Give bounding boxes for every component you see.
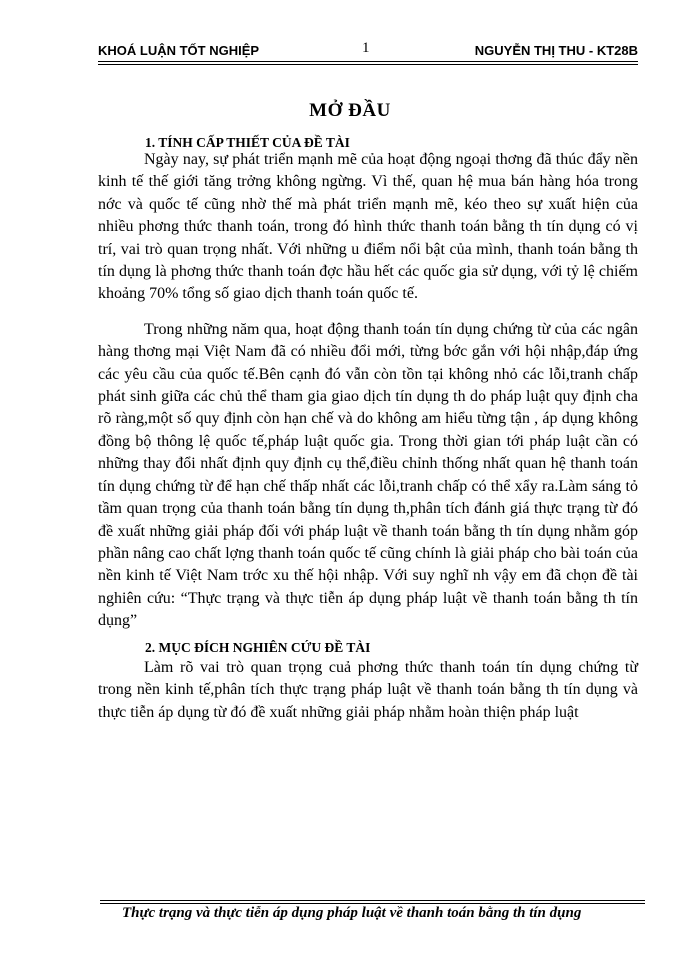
section-1-paragraph-2: Trong những năm qua, hoạt động thanh toán tín dụng chứng từ của các ngân hàng thơng mại Việt Nam đã có nhiều đổi mới, từng bớc gắn với hội nhập,đáp ứng các yêu cầu của quốc tế.Bên cạnh đó vẫn còn tồn tại không nhỏ các lỗi,tranh chấp phát sinh giữa các chủ thể tham gia giao dịch tín dụng th do pháp luật quy định cha rõ ràng,một số quy định còn hạn chế và do không am hiểu từng tận , áp dụng không đồng bộ thông lệ quốc tế,pháp luật quốc gia. Trong thời gian tới pháp luật cần có những thay đổi nhất định quy định cụ thể,điều chỉnh thống nhất quan hệ thanh toán tín dụng chứng từ để hạn chế thấp nhất các lỗi,tranh chấp có thể xẩy ra.Làm sáng tỏ tầm quan trọng của thanh toán bằng tín dụng th,phân tích đánh giá thực trạng từ đó đề xuất những giải pháp đối với pháp luật về thanh toán bằng th tín dụng nhằm góp phần nâng cao chất lợng thanh toán quốc tế cũng chính là giải pháp cho bài toán của nền kinh tế Việt Nam trớc xu thế hội nhập. Với suy nghĩ nh vậy em đã chọn đề tài nghiên cứu: “Thực trạng và thực tiễn áp dụng pháp luật về thanh toán bằng th tín dụng”: [98, 320, 638, 630]
footer-rule: [100, 900, 645, 901]
section-1-paragraph-1: Ngày nay, sự phát triển mạnh mẽ của hoạt động ngoại thơng đã thúc đẩy nền kinh tế thế giới tăng trởng không ngừng. Vì thế, quan hệ mua bán hàng hóa trong nớc và quốc tế cũng nhờ thế mà phát triển mạnh mẽ, kéo theo sự xuất hiện của nhiều phơng thức thanh toán, trong đó hình thức thanh toán bằng th tín dụng có vị trí, vai trò quan trọng nhất. Với những u điểm nổi bật của mình, thanh toán bằng th tín dụng là phơng thức thanh toán đợc hầu hết các quốc gia sử dụng, với tỷ lệ chiếm khoảng 70% tổng số giao dịch thanh toán quốc tế.: [98, 151, 638, 303]
footer-rule-secondary: [100, 903, 645, 904]
header-author: NGUYỄN THỊ THU - KT28B: [474, 43, 638, 58]
section-2-paragraph-1: Làm rõ vai trò quan trọng cuả phơng thức thanh toán tín dụng chứng từ trong nền kinh tế,phân tích thực trạng pháp luật về thanh toán bằng th tín dụng và thực tiễn áp dụng từ đó đề xuất những giải pháp nhằm hoàn thiện pháp luật: [98, 659, 638, 721]
page-title: MỞ ĐẦU: [309, 100, 391, 121]
header-rule-secondary: [98, 64, 638, 65]
footer-text: Thực trạng và thực tiễn áp dụng pháp luật về thanh toán bằng th tín dụng: [122, 905, 582, 921]
section-1-heading: 1. TÍNH CẤP THIẾT CỦA ĐỀ TÀI: [145, 135, 350, 150]
page-number: 1: [362, 40, 370, 56]
section-2-body: [98, 657, 638, 724]
section-2-heading: 2. MỤC ĐÍCH NGHIÊN CỨU ĐỀ TÀI: [145, 640, 371, 655]
header-thesis-label: KHOÁ LUẬN TỐT NGHIỆP: [98, 43, 260, 58]
section-1-body: [98, 149, 638, 633]
page-header: [98, 40, 638, 66]
header-rule: [98, 61, 638, 62]
